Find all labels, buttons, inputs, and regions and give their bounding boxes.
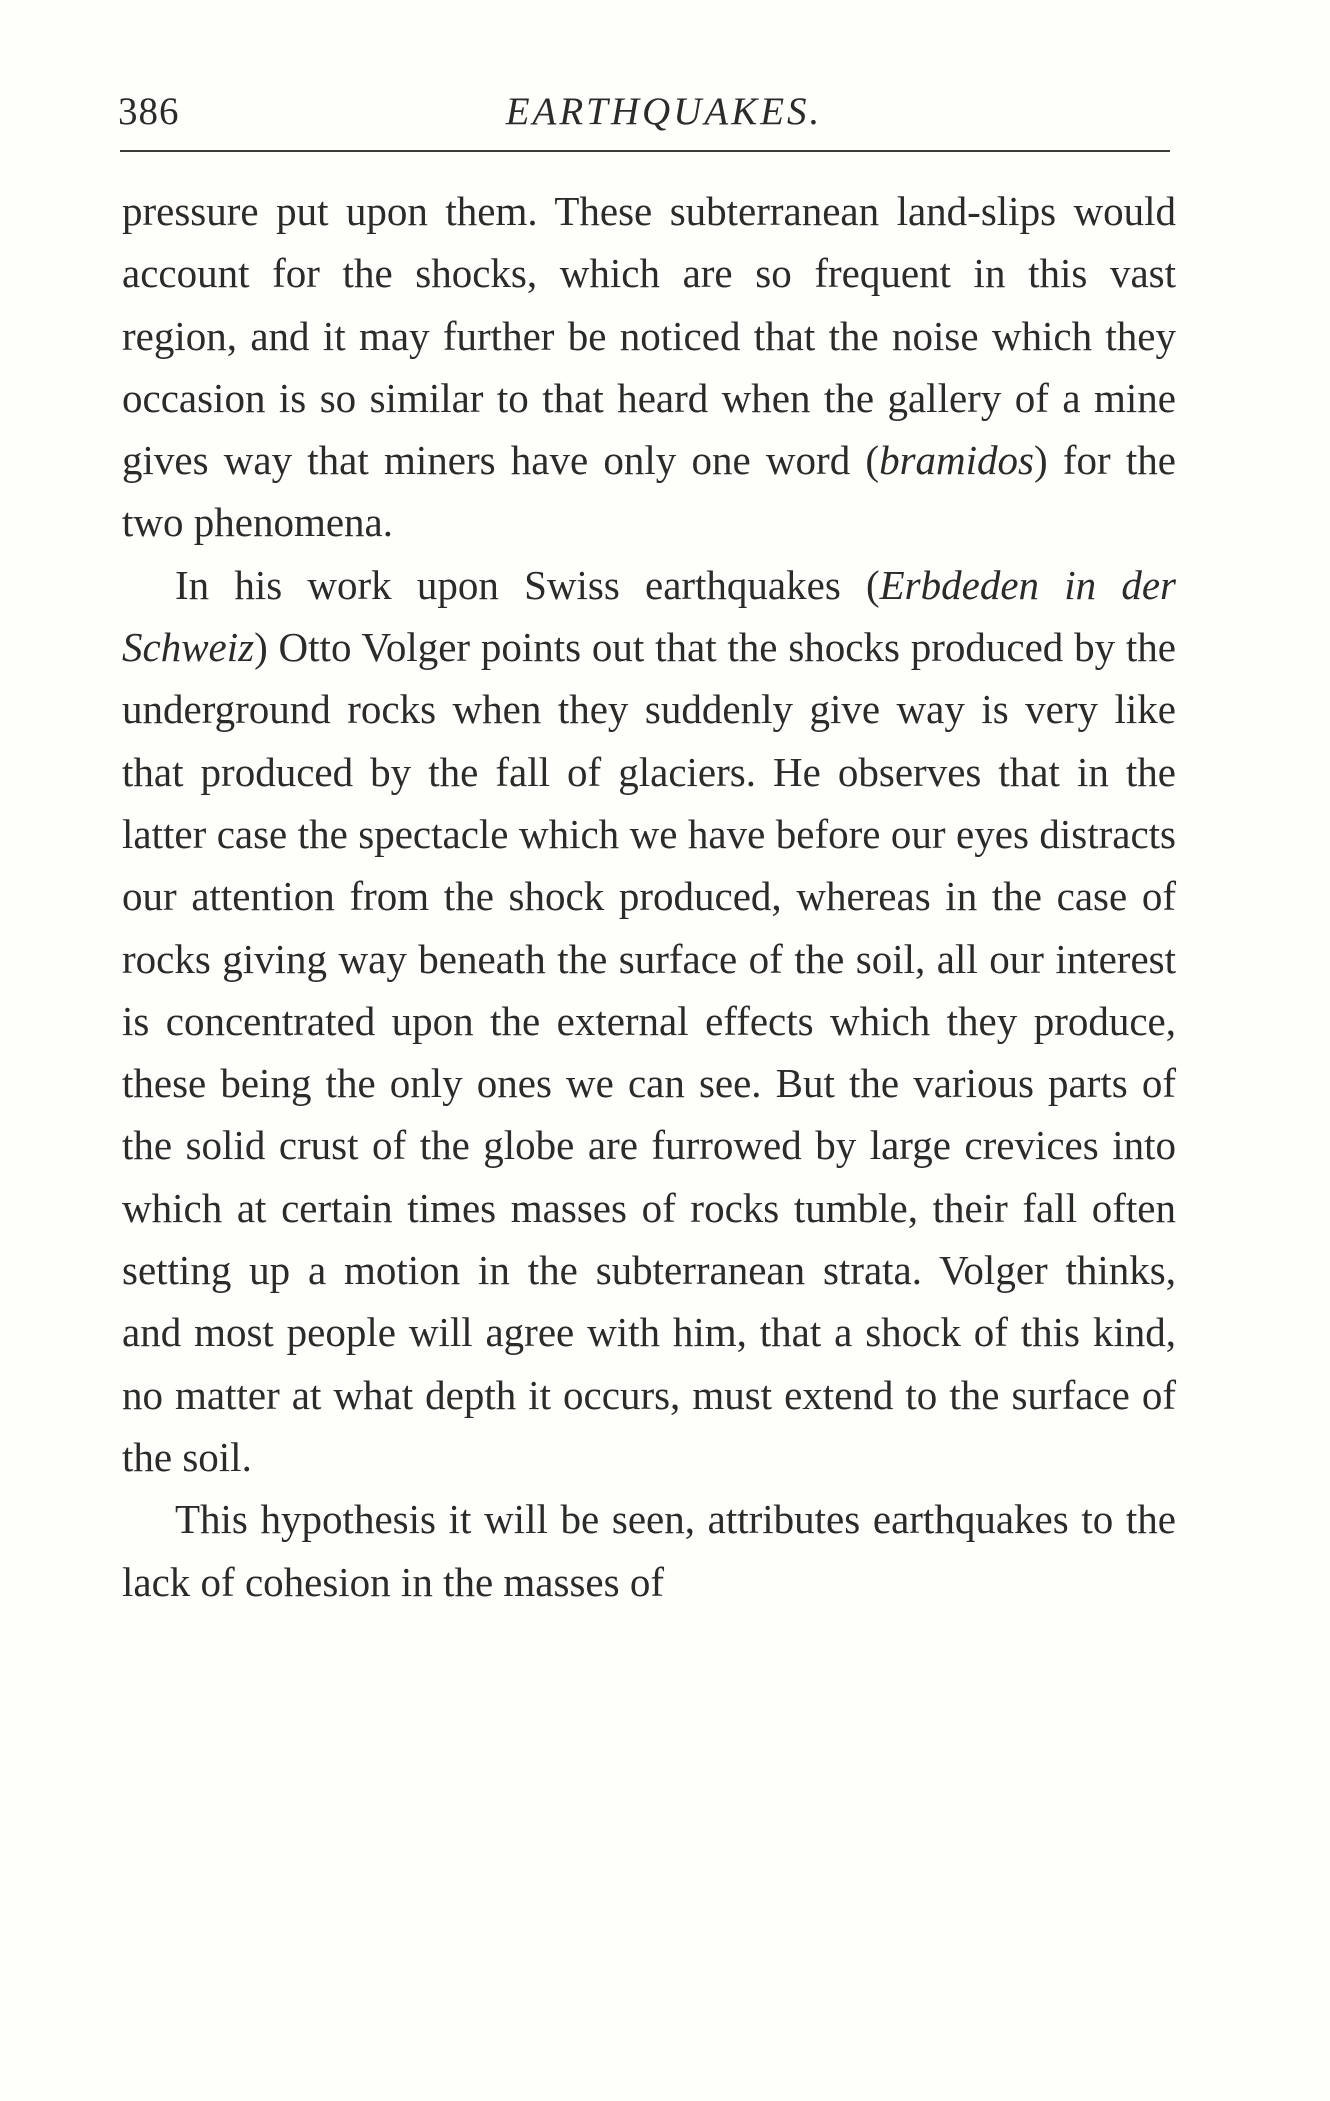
paragraph-2-text: In his work upon Swiss earthquakes ( — [175, 561, 880, 608]
body-text — [122, 180, 1176, 1613]
header-rule — [120, 150, 1170, 152]
running-head — [118, 82, 1170, 142]
paragraph-1 — [122, 180, 1176, 554]
page-number: 386 — [118, 90, 180, 133]
paragraph-1-tail: ) for the two phenomena. — [122, 437, 1176, 546]
paragraph-2-tail: ) Otto Volger points out that the shocks produced by the underground rocks when they suddenly give way is very like that produced by the fall of glaciers. He observes that in the latter case the spectacle which we have before our eyes distracts our attention from the shock produced, whereas in the case of rocks giving way beneath the surface of the soil, all our interest is concentrated upon the external effects which they produce, these being the only ones we can see. But the various parts of the solid crust of the globe are furrowed by large crevices into which at certain times masses of rocks tumble, their fall often setting up a motion in the subterranean strata. Volger thinks, and most people will agree with him, that a shock of this kind, no matter at what depth it occurs, must extend to the surface of the soil. — [122, 624, 1176, 1480]
paragraph-1-italic-term: bramidos — [879, 437, 1034, 484]
paragraph-3 — [122, 1488, 1176, 1613]
running-title: EARTHQUAKES. — [505, 90, 823, 133]
paragraph-2 — [122, 554, 1176, 1488]
paragraph-2-italic-title: Erbdeden in der Schweiz — [122, 561, 1176, 671]
paragraph-3-text: This hypothesis it will be seen, attributes earthquakes to the lack of cohesion in the masses of — [122, 1496, 1176, 1605]
paragraph-1-text: pressure put upon them. These subterranean land-slips would account for the shocks, which are so frequent in this vast region, and it may further be noticed that the noise which they occasion is so similar to that heard when the gallery of a mine gives way that miners have only one word ( — [122, 188, 1176, 484]
